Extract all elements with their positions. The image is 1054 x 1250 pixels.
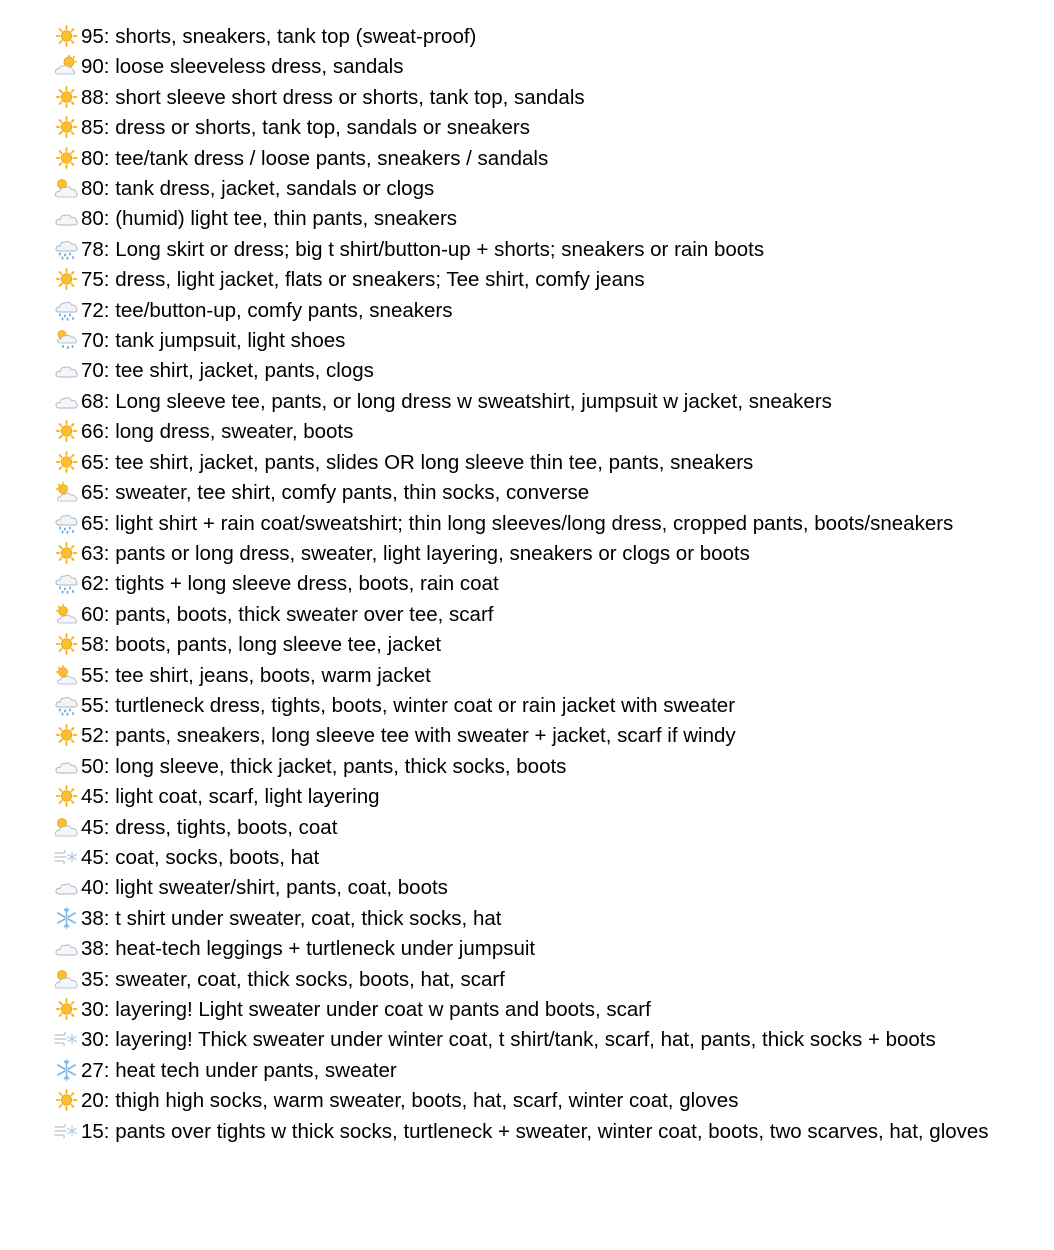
list-item bbox=[54, 296, 994, 326]
cloud-icon bbox=[54, 937, 79, 959]
list-item-text: 75: dress, light jacket, flats or sneakers; Tee shirt, comfy jeans bbox=[81, 268, 645, 292]
snowflake-icon bbox=[54, 1059, 79, 1081]
cloud-with-rain-icon bbox=[54, 694, 79, 716]
list-item-text: 90: loose sleeveless dress, sandals bbox=[81, 55, 404, 79]
list-item bbox=[54, 22, 994, 52]
list-item bbox=[54, 721, 994, 751]
list-item-text: 70: tank jumpsuit, light shoes bbox=[81, 329, 346, 353]
sun-icon bbox=[54, 724, 79, 746]
sun-behind-small-cloud-icon bbox=[54, 603, 79, 625]
list-item-text: 72: tee/button-up, comfy pants, sneakers bbox=[81, 298, 453, 322]
sun-icon bbox=[54, 998, 79, 1020]
cloud-icon bbox=[54, 755, 79, 777]
list-item-text: 63: pants or long dress, sweater, light layering, sneakers or clogs or boots bbox=[81, 541, 750, 565]
list-item bbox=[54, 782, 994, 812]
list-item-text: 38: heat-tech leggings + turtleneck under jumpsuit bbox=[81, 937, 536, 961]
list-item bbox=[54, 539, 994, 569]
list-item-text: 88: short sleeve short dress or shorts, tank top, sandals bbox=[81, 85, 585, 109]
sun-icon bbox=[54, 86, 79, 108]
list-item bbox=[54, 904, 994, 934]
sun-behind-cloud-icon bbox=[54, 55, 79, 77]
sun-icon bbox=[54, 1089, 79, 1111]
list-item bbox=[54, 1056, 994, 1086]
sun-behind-large-cloud-icon bbox=[54, 177, 79, 199]
sun-icon bbox=[54, 268, 79, 290]
list-item bbox=[54, 752, 994, 782]
list-item-text: 55: turtleneck dress, tights, boots, winter coat or rain jacket with sweater bbox=[81, 693, 736, 717]
list-item bbox=[54, 417, 994, 447]
list-item bbox=[54, 1025, 994, 1055]
list-item-text: 40: light sweater/shirt, pants, coat, boots bbox=[81, 876, 448, 900]
sun-icon bbox=[54, 25, 79, 47]
cloud-icon bbox=[54, 359, 79, 381]
list-item bbox=[54, 52, 994, 82]
list-item bbox=[54, 144, 994, 174]
list-item-text: 50: long sleeve, thick jacket, pants, thick socks, boots bbox=[81, 754, 567, 778]
wind-snow-icon bbox=[54, 1120, 79, 1142]
list-item bbox=[54, 235, 994, 265]
sun-icon bbox=[54, 542, 79, 564]
list-item-text: 65: light shirt + rain coat/sweatshirt; thin long sleeves/long dress, cropped pants, boots/sneakers bbox=[81, 511, 954, 535]
list-item bbox=[54, 1086, 994, 1116]
list-item bbox=[54, 965, 994, 995]
list-item bbox=[54, 265, 994, 295]
snowflake-icon bbox=[54, 907, 79, 929]
list-item bbox=[54, 873, 994, 903]
sun-icon bbox=[54, 785, 79, 807]
list-item-text: 70: tee shirt, jacket, pants, clogs bbox=[81, 359, 374, 383]
cloud-icon bbox=[54, 390, 79, 412]
list-item bbox=[54, 661, 994, 691]
list-item bbox=[54, 387, 994, 417]
list-item-text: 66: long dress, sweater, boots bbox=[81, 420, 354, 444]
list-item-text: 78: Long skirt or dress; big t shirt/button-up + shorts; sneakers or rain boots bbox=[81, 237, 765, 261]
list-item-text: 62: tights + long sleeve dress, boots, rain coat bbox=[81, 572, 499, 596]
list-item-text: 52: pants, sneakers, long sleeve tee with sweater + jacket, scarf if windy bbox=[81, 724, 736, 748]
list-item-text: 45: light coat, scarf, light layering bbox=[81, 785, 380, 809]
sun-behind-large-cloud-icon bbox=[54, 968, 79, 990]
outfit-temperature-list bbox=[54, 22, 994, 1147]
list-item bbox=[54, 204, 994, 234]
list-item bbox=[54, 995, 994, 1025]
cloud-icon bbox=[54, 207, 79, 229]
sun-icon bbox=[54, 633, 79, 655]
list-item-text: 38: t shirt under sweater, coat, thick socks, hat bbox=[81, 906, 502, 930]
list-item-text: 80: tank dress, jacket, sandals or clogs bbox=[81, 177, 435, 201]
list-item-text: 68: Long sleeve tee, pants, or long dress w sweatshirt, jumpsuit w jacket, sneakers bbox=[81, 389, 832, 413]
list-item bbox=[54, 83, 994, 113]
list-item bbox=[54, 174, 994, 204]
list-item bbox=[54, 569, 994, 599]
list-item-text: 95: shorts, sneakers, tank top (sweat-proof) bbox=[81, 25, 477, 48]
list-item bbox=[54, 934, 994, 964]
list-item bbox=[54, 356, 994, 386]
cloud-with-rain-icon bbox=[54, 238, 79, 260]
list-item-text: 65: sweater, tee shirt, comfy pants, thin socks, converse bbox=[81, 481, 590, 505]
sun-behind-small-cloud-icon bbox=[54, 664, 79, 686]
list-item bbox=[54, 600, 994, 630]
list-item-text: 55: tee shirt, jeans, boots, warm jacket bbox=[81, 663, 431, 687]
list-item-text: 60: pants, boots, thick sweater over tee, scarf bbox=[81, 602, 494, 626]
list-item bbox=[54, 813, 994, 843]
list-item-text: 80: (humid) light tee, thin pants, sneakers bbox=[81, 207, 458, 231]
list-item-text: 35: sweater, coat, thick socks, boots, hat, scarf bbox=[81, 967, 505, 991]
wind-snow-icon bbox=[54, 1028, 79, 1050]
list-item bbox=[54, 326, 994, 356]
list-item bbox=[54, 478, 994, 508]
cloud-icon bbox=[54, 876, 79, 898]
sun-icon bbox=[54, 420, 79, 442]
sun-icon bbox=[54, 116, 79, 138]
sun-behind-small-cloud-icon bbox=[54, 481, 79, 503]
list-item-text: 30: layering! Thick sweater under winter coat, t shirt/tank, scarf, hat, pants, thick socks + boots bbox=[81, 1028, 936, 1052]
list-item-text: 20: thigh high socks, warm sweater, boots, hat, scarf, winter coat, gloves bbox=[81, 1089, 739, 1113]
list-item-text: 45: dress, tights, boots, coat bbox=[81, 815, 338, 839]
list-item-text: 58: boots, pants, long sleeve tee, jacket bbox=[81, 633, 442, 657]
sun-icon bbox=[54, 147, 79, 169]
list-item bbox=[54, 630, 994, 660]
cloud-with-rain-icon bbox=[54, 299, 79, 321]
list-item bbox=[54, 509, 994, 539]
wind-snow-icon bbox=[54, 846, 79, 868]
list-item bbox=[54, 113, 994, 143]
list-item-text: 80: tee/tank dress / loose pants, sneakers / sandals bbox=[81, 146, 549, 170]
list-item-text: 65: tee shirt, jacket, pants, slides OR long sleeve thin tee, pants, sneakers bbox=[81, 450, 754, 474]
list-item bbox=[54, 843, 994, 873]
sun-icon bbox=[54, 451, 79, 473]
sun-behind-rain-cloud-icon bbox=[54, 329, 79, 351]
list-item-text: 85: dress or shorts, tank top, sandals or sneakers bbox=[81, 116, 530, 140]
list-item bbox=[54, 691, 994, 721]
sun-behind-large-cloud-icon bbox=[54, 816, 79, 838]
list-item-text: 27: heat tech under pants, sweater bbox=[81, 1058, 397, 1082]
list-item bbox=[54, 448, 994, 478]
list-item-text: 30: layering! Light sweater under coat w pants and boots, scarf bbox=[81, 998, 651, 1021]
list-item bbox=[54, 1117, 994, 1147]
list-item-text: 45: coat, socks, boots, hat bbox=[81, 845, 320, 869]
list-item-text: 15: pants over tights w thick socks, turtleneck + sweater, winter coat, boots, two scarves, hat, gloves bbox=[81, 1119, 989, 1143]
cloud-with-rain-icon bbox=[54, 572, 79, 594]
cloud-with-rain-icon bbox=[54, 512, 79, 534]
